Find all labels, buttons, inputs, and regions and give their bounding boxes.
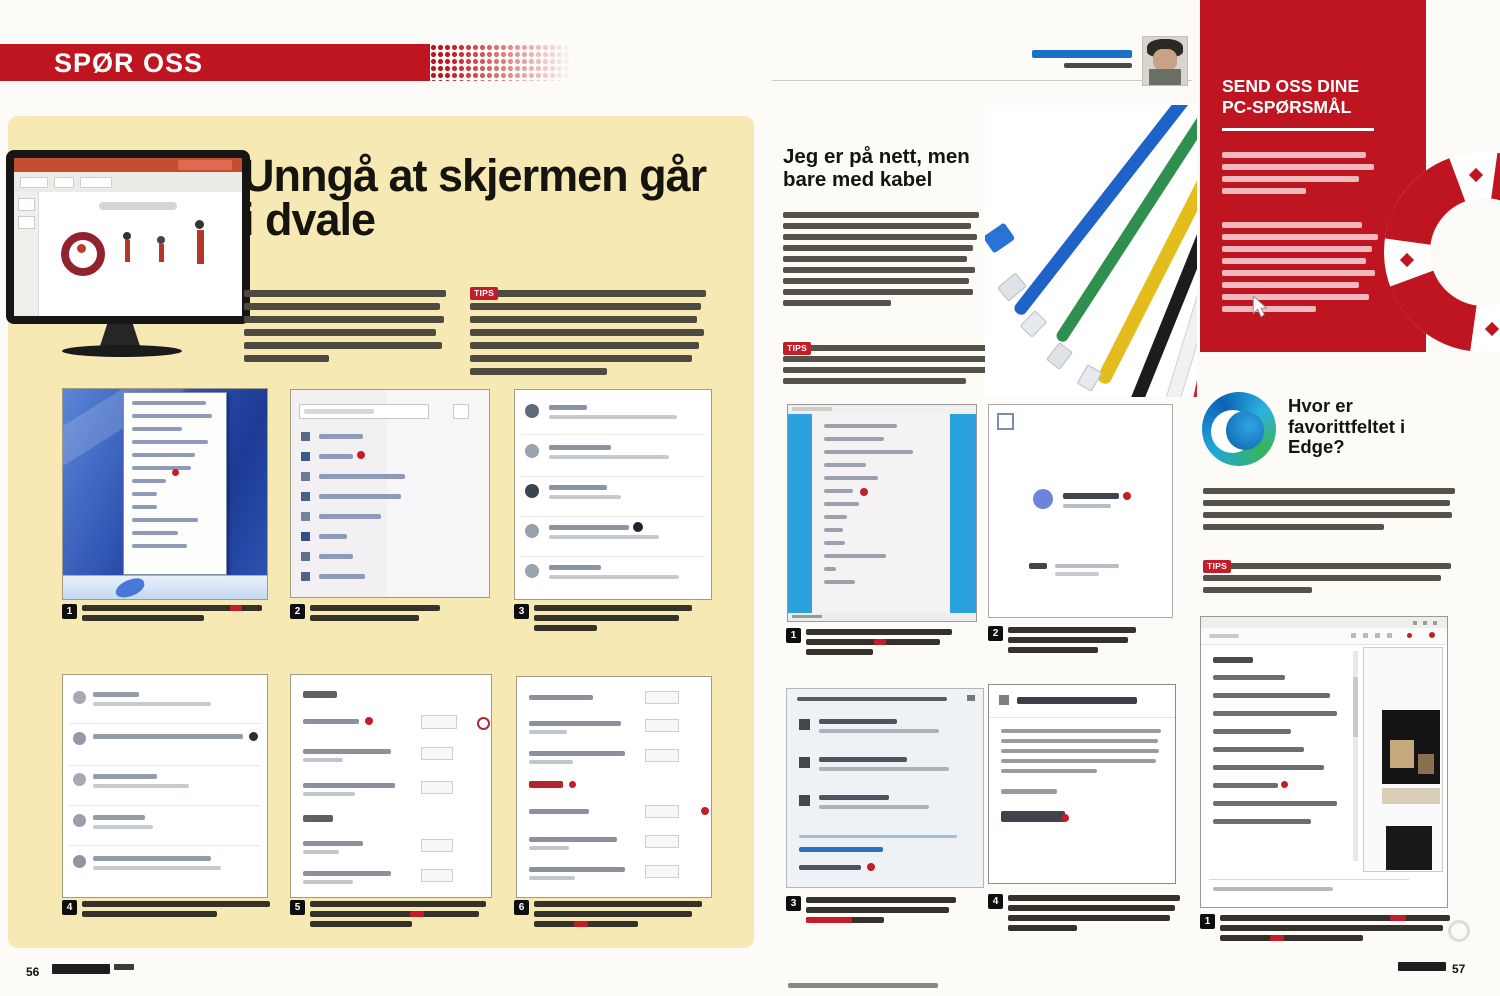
section-title: SPØR OSS (54, 48, 204, 78)
titlebar-highlight (178, 160, 232, 170)
dark-marker-dot (633, 522, 643, 532)
screenshot-search-menu (290, 389, 490, 598)
red-inline-ref (230, 605, 242, 611)
red-ring-marker (477, 717, 490, 730)
settings-menu-heading (1213, 657, 1253, 663)
screenshot-edge-settings (1200, 616, 1448, 908)
expert-portrait (1142, 36, 1188, 86)
send-box-title: SEND OSS DINE PC-SPØRSMÅL (1222, 76, 1360, 117)
red-section-heading (529, 781, 563, 788)
network-article-title: Jeg er på nett, men bare med kabel (783, 145, 970, 191)
edge-body-text (1203, 488, 1455, 536)
network-body-text (783, 212, 979, 311)
dark-image-block (1386, 826, 1432, 870)
footer-fine-print (788, 983, 938, 988)
intro-paragraph-1 (244, 290, 446, 368)
magazine-logo (1398, 962, 1446, 971)
taskbar (63, 575, 267, 599)
step-number: 1 (786, 628, 801, 643)
red-inline-ref (1270, 935, 1284, 941)
red-marker-dot (1407, 633, 1412, 638)
red-marker-dot (1281, 781, 1288, 788)
step-number: 4 (62, 900, 77, 915)
page-number-right: 57 (1452, 962, 1466, 976)
monitor-illustration (6, 150, 250, 324)
red-marker-dot (1061, 814, 1069, 822)
network-status-icon (1033, 489, 1053, 509)
context-menu (123, 392, 227, 575)
step-number: 1 (62, 604, 77, 619)
dialog-button (1001, 811, 1065, 822)
send-box-rule (1222, 128, 1374, 131)
rj45-connector (1077, 364, 1103, 392)
screenshot-network-settings (786, 688, 984, 888)
send-box-paragraph-2 (1222, 222, 1378, 318)
step-number: 6 (514, 900, 529, 915)
red-marker-dot (365, 717, 373, 725)
step-number: 3 (786, 896, 801, 911)
slide-thumbnails (14, 192, 39, 316)
magazine-logo (52, 964, 110, 974)
edge-logo-icon (1202, 392, 1276, 466)
dark-image-block (1382, 710, 1440, 784)
life-buoy-illustration (1372, 140, 1500, 364)
send-box-paragraph-1 (1222, 152, 1374, 200)
browser-toolbar (1201, 628, 1447, 645)
dark-marker-dot (249, 732, 258, 741)
red-marker-dot (867, 863, 875, 871)
screenshot-network-dialog (988, 404, 1173, 618)
red-marker-dot (860, 488, 868, 496)
step-number: 5 (290, 900, 305, 915)
step-number: 3 (514, 604, 529, 619)
cable-clip (985, 222, 1015, 253)
settings-menu-items (1213, 675, 1343, 837)
red-inline-ref (1390, 915, 1406, 921)
ethernet-cables-photo (985, 105, 1197, 397)
section-header-halftone (430, 44, 580, 81)
scrollbar (1353, 651, 1358, 861)
screenshot-reset-dialog (988, 684, 1176, 884)
cursor-arrow-icon (1252, 296, 1270, 318)
page-preview-pane (1363, 647, 1443, 872)
red-inline-ref (806, 917, 852, 923)
link-line (799, 835, 957, 838)
cable-blue (1012, 105, 1197, 317)
step-number: 2 (988, 626, 1003, 641)
header-rule (772, 80, 1192, 81)
screenshot-settings-list (514, 389, 712, 600)
step-number: 1 (1200, 914, 1215, 929)
tips-badge: TIPS (783, 342, 811, 355)
red-marker-dot (701, 807, 709, 815)
monitor-stand-base (62, 345, 182, 357)
red-marker-dot (569, 781, 576, 788)
red-marker-dot (1429, 632, 1435, 638)
red-inline-ref (410, 911, 424, 917)
intro-paragraph-2 (470, 290, 706, 381)
link-line (799, 847, 883, 852)
left-footer (26, 963, 39, 981)
context-menu (812, 414, 950, 613)
screenshot-winx-menu (787, 404, 977, 622)
screenshot-sleep-settings (516, 676, 712, 898)
tips-badge: TIPS (470, 287, 498, 300)
donut-chart-graphic (61, 232, 105, 276)
edge-article-title: Hvor er favorittfeltet i Edge? (1288, 395, 1406, 458)
ribbon (14, 172, 242, 193)
red-inline-ref (874, 639, 886, 645)
tips-badge: TIPS (1203, 560, 1231, 573)
expert-name (1032, 50, 1132, 58)
screenshot-power-settings (290, 674, 492, 898)
red-marker-dot (357, 451, 365, 459)
main-article-title: Unngå at skjermen går i dvale (242, 150, 707, 246)
edge-tips-text (1203, 563, 1451, 599)
red-marker-dot (1123, 492, 1131, 500)
search-box (299, 404, 429, 419)
rj45-connector (1046, 342, 1073, 370)
expert-role (1064, 63, 1132, 68)
red-marker-dot (172, 469, 179, 476)
red-inline-ref (574, 921, 588, 927)
page-corner-mark (1448, 920, 1470, 942)
magazine-logo-suffix (114, 964, 134, 970)
window-icon (997, 413, 1014, 430)
screenshot-settings-list-2 (62, 674, 268, 898)
step-number: 2 (290, 604, 305, 619)
slide-area (39, 192, 242, 316)
step-number: 4 (988, 894, 1003, 909)
screenshot-xp-desktop (62, 388, 268, 600)
right-footer (1452, 960, 1465, 978)
page-number-left: 56 (26, 965, 40, 979)
